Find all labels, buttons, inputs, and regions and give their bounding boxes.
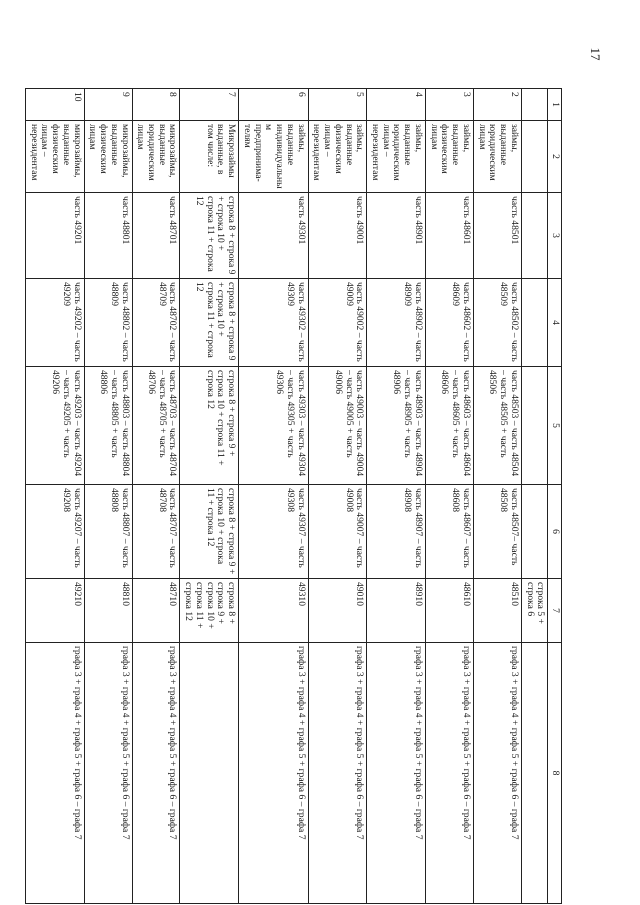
- row-number-cell: 7: [180, 89, 239, 121]
- row-number-cell: 10: [25, 89, 84, 121]
- col5-cell: часть 48603 – часть 48604 – часть 48605 + часть 48606: [425, 367, 473, 485]
- col6-cell: часть 49207 – часть 49208: [25, 485, 84, 579]
- col5-cell: часть 48703 – часть 48704 – часть 48705 + часть 48706: [132, 367, 180, 485]
- col7-cell: 48610: [425, 579, 473, 643]
- col3-cell: часть 48701: [132, 193, 180, 279]
- col3-cell: часть 49301: [239, 193, 308, 279]
- col4-cell: часть 48802 – часть 48809: [84, 279, 132, 367]
- column-number-row: [548, 89, 562, 904]
- column-header: 3: [548, 193, 562, 279]
- col6-cell: часть 48507– часть 48508: [473, 485, 521, 579]
- indicator-name-cell: займы, выданные индивидуальным предпринима-телям: [239, 121, 308, 193]
- col4-cell: часть 48502 – часть 48509: [473, 279, 521, 367]
- col8-cell: [180, 643, 239, 904]
- row-number-cell: [521, 89, 547, 121]
- col8-cell: графа 3 + графа 4 + графа 5 + графа 6 – графа 7: [425, 643, 473, 904]
- col7-cell: 48910: [367, 579, 426, 643]
- col8-cell: графа 3 + графа 4 + графа 5 + графа 6 – графа 7: [132, 643, 180, 904]
- col5-cell: часть 49203 – часть 49204 – часть 49205 + часть 49206: [25, 367, 84, 485]
- col5-cell: часть 48503 – часть 48504 – часть 48505 + часть 48506: [473, 367, 521, 485]
- indicator-name-cell: займы, выданные физическим лицам: [425, 121, 473, 193]
- row-number-cell: 9: [84, 89, 132, 121]
- col7-cell: 48510: [473, 579, 521, 643]
- col5-cell: [521, 367, 547, 485]
- page-number: 17: [588, 47, 603, 61]
- row-number-cell: 3: [425, 89, 473, 121]
- col6-cell: часть 49007 – часть 49008: [308, 485, 367, 579]
- col8-cell: графа 3 + графа 4 + графа 5 + графа 6 – графа 7: [84, 643, 132, 904]
- table-row: [425, 89, 473, 904]
- column-header: 8: [548, 643, 562, 904]
- table-row: [132, 89, 180, 904]
- indicator-name-cell: займы, выданные юридическим лицам – нерезидентам: [367, 121, 426, 193]
- col8-cell: [521, 643, 547, 904]
- col7-cell: 49010: [308, 579, 367, 643]
- column-header: 5: [548, 367, 562, 485]
- col4-cell: часть 49202 – часть 49209: [25, 279, 84, 367]
- row-number-cell: 6: [239, 89, 308, 121]
- col6-cell: [521, 485, 547, 579]
- col6-cell: часть 48707 – часть 48708: [132, 485, 180, 579]
- column-header: 4: [548, 279, 562, 367]
- col7-cell: 48710: [132, 579, 180, 643]
- indicator-name-cell: микрозаймы, выданные юридическим лицам: [132, 121, 180, 193]
- table-row: [180, 89, 239, 904]
- table-row: [367, 89, 426, 904]
- col7-cell: 49210: [25, 579, 84, 643]
- column-header: 6: [548, 485, 562, 579]
- column-header: 2: [548, 121, 562, 193]
- col5-cell: часть 48903 – часть 48904 – часть 48905 + часть 48906: [367, 367, 426, 485]
- row-number-cell: 4: [367, 89, 426, 121]
- col6-cell: часть 48607 – часть 48608: [425, 485, 473, 579]
- col8-cell: графа 3 + графа 4 + графа 5 + графа 6 – графа 7: [367, 643, 426, 904]
- indicator-name-cell: Микрозаймы выданные, в том числе:: [180, 121, 239, 193]
- table-row: [521, 89, 547, 904]
- col3-cell: [521, 193, 547, 279]
- col6-cell: часть 49307 – часть 49308: [239, 485, 308, 579]
- column-header: 7: [548, 579, 562, 643]
- row-number-cell: 2: [473, 89, 521, 121]
- data-table: [25, 88, 562, 904]
- table-container: [28, 88, 562, 903]
- col4-cell: строка 8 + строка 9 + строка 10 + строка 11 + строка 12: [180, 279, 239, 367]
- col7-cell: 49310: [239, 579, 308, 643]
- table-row: [473, 89, 521, 904]
- table-row: [25, 89, 84, 904]
- col7-cell: строка 8 + строка 9 + строка 10 + строка 11 + строка 12: [180, 579, 239, 643]
- col3-cell: строка 8 + строка 9 + строка 10 + строка 11 + строка 12: [180, 193, 239, 279]
- col3-cell: часть 48501: [473, 193, 521, 279]
- indicator-name-cell: микрозаймы, выданные физическим лицам: [84, 121, 132, 193]
- indicator-name-cell: [521, 121, 547, 193]
- col7-cell: 48810: [84, 579, 132, 643]
- indicator-name-cell: займы, выданные юридическим лицам: [473, 121, 521, 193]
- col3-cell: часть 48901: [367, 193, 426, 279]
- table-row: [84, 89, 132, 904]
- col4-cell: часть 48602 – часть 48609: [425, 279, 473, 367]
- col8-cell: графа 3 + графа 4 + графа 5 + графа 6 – графа 7: [239, 643, 308, 904]
- col7-cell: строка 5 + строка 6: [521, 579, 547, 643]
- col8-cell: графа 3 + графа 4 + графа 5 + графа 6 – графа 7: [473, 643, 521, 904]
- col4-cell: часть 48702 – часть 48709: [132, 279, 180, 367]
- col5-cell: часть 49303 – часть 49304 – часть 49305 + часть 49306: [239, 367, 308, 485]
- col3-cell: часть 49201: [25, 193, 84, 279]
- col8-cell: графа 3 + графа 4 + графа 5 + графа 6 – графа 7: [25, 643, 84, 904]
- col4-cell: часть 49002 – часть 49009: [308, 279, 367, 367]
- indicator-name-cell: микрозаймы, выданные физическим лицам – нерезидентам: [25, 121, 84, 193]
- column-header: 1: [548, 89, 562, 121]
- col6-cell: часть 48807 – часть 48808: [84, 485, 132, 579]
- col5-cell: часть 49003 – часть 49004 – часть 49005 + часть 49006: [308, 367, 367, 485]
- row-number-cell: 5: [308, 89, 367, 121]
- table-body: [25, 89, 547, 904]
- row-number-cell: 8: [132, 89, 180, 121]
- col4-cell: [521, 279, 547, 367]
- col8-cell: графа 3 + графа 4 + графа 5 + графа 6 – графа 7: [308, 643, 367, 904]
- table-row: [308, 89, 367, 904]
- col4-cell: часть 48902 – часть 48909: [367, 279, 426, 367]
- table-row: [239, 89, 308, 904]
- col5-cell: часть 48803 – часть 48804 – часть 48805 + часть 48806: [84, 367, 132, 485]
- col5-cell: строка 8 + строка 9 + строка 10 + строка 11 + строка 12: [180, 367, 239, 485]
- col6-cell: строка 8 + строка 9 + строка 10 + строка 11 + строка 12: [180, 485, 239, 579]
- col3-cell: часть 48801: [84, 193, 132, 279]
- col3-cell: часть 49001: [308, 193, 367, 279]
- col4-cell: часть 49302 – часть 49309: [239, 279, 308, 367]
- col6-cell: часть 48907 – часть 48908: [367, 485, 426, 579]
- indicator-name-cell: займы, выданные физическим лицам – нерезидентам: [308, 121, 367, 193]
- col3-cell: часть 48601: [425, 193, 473, 279]
